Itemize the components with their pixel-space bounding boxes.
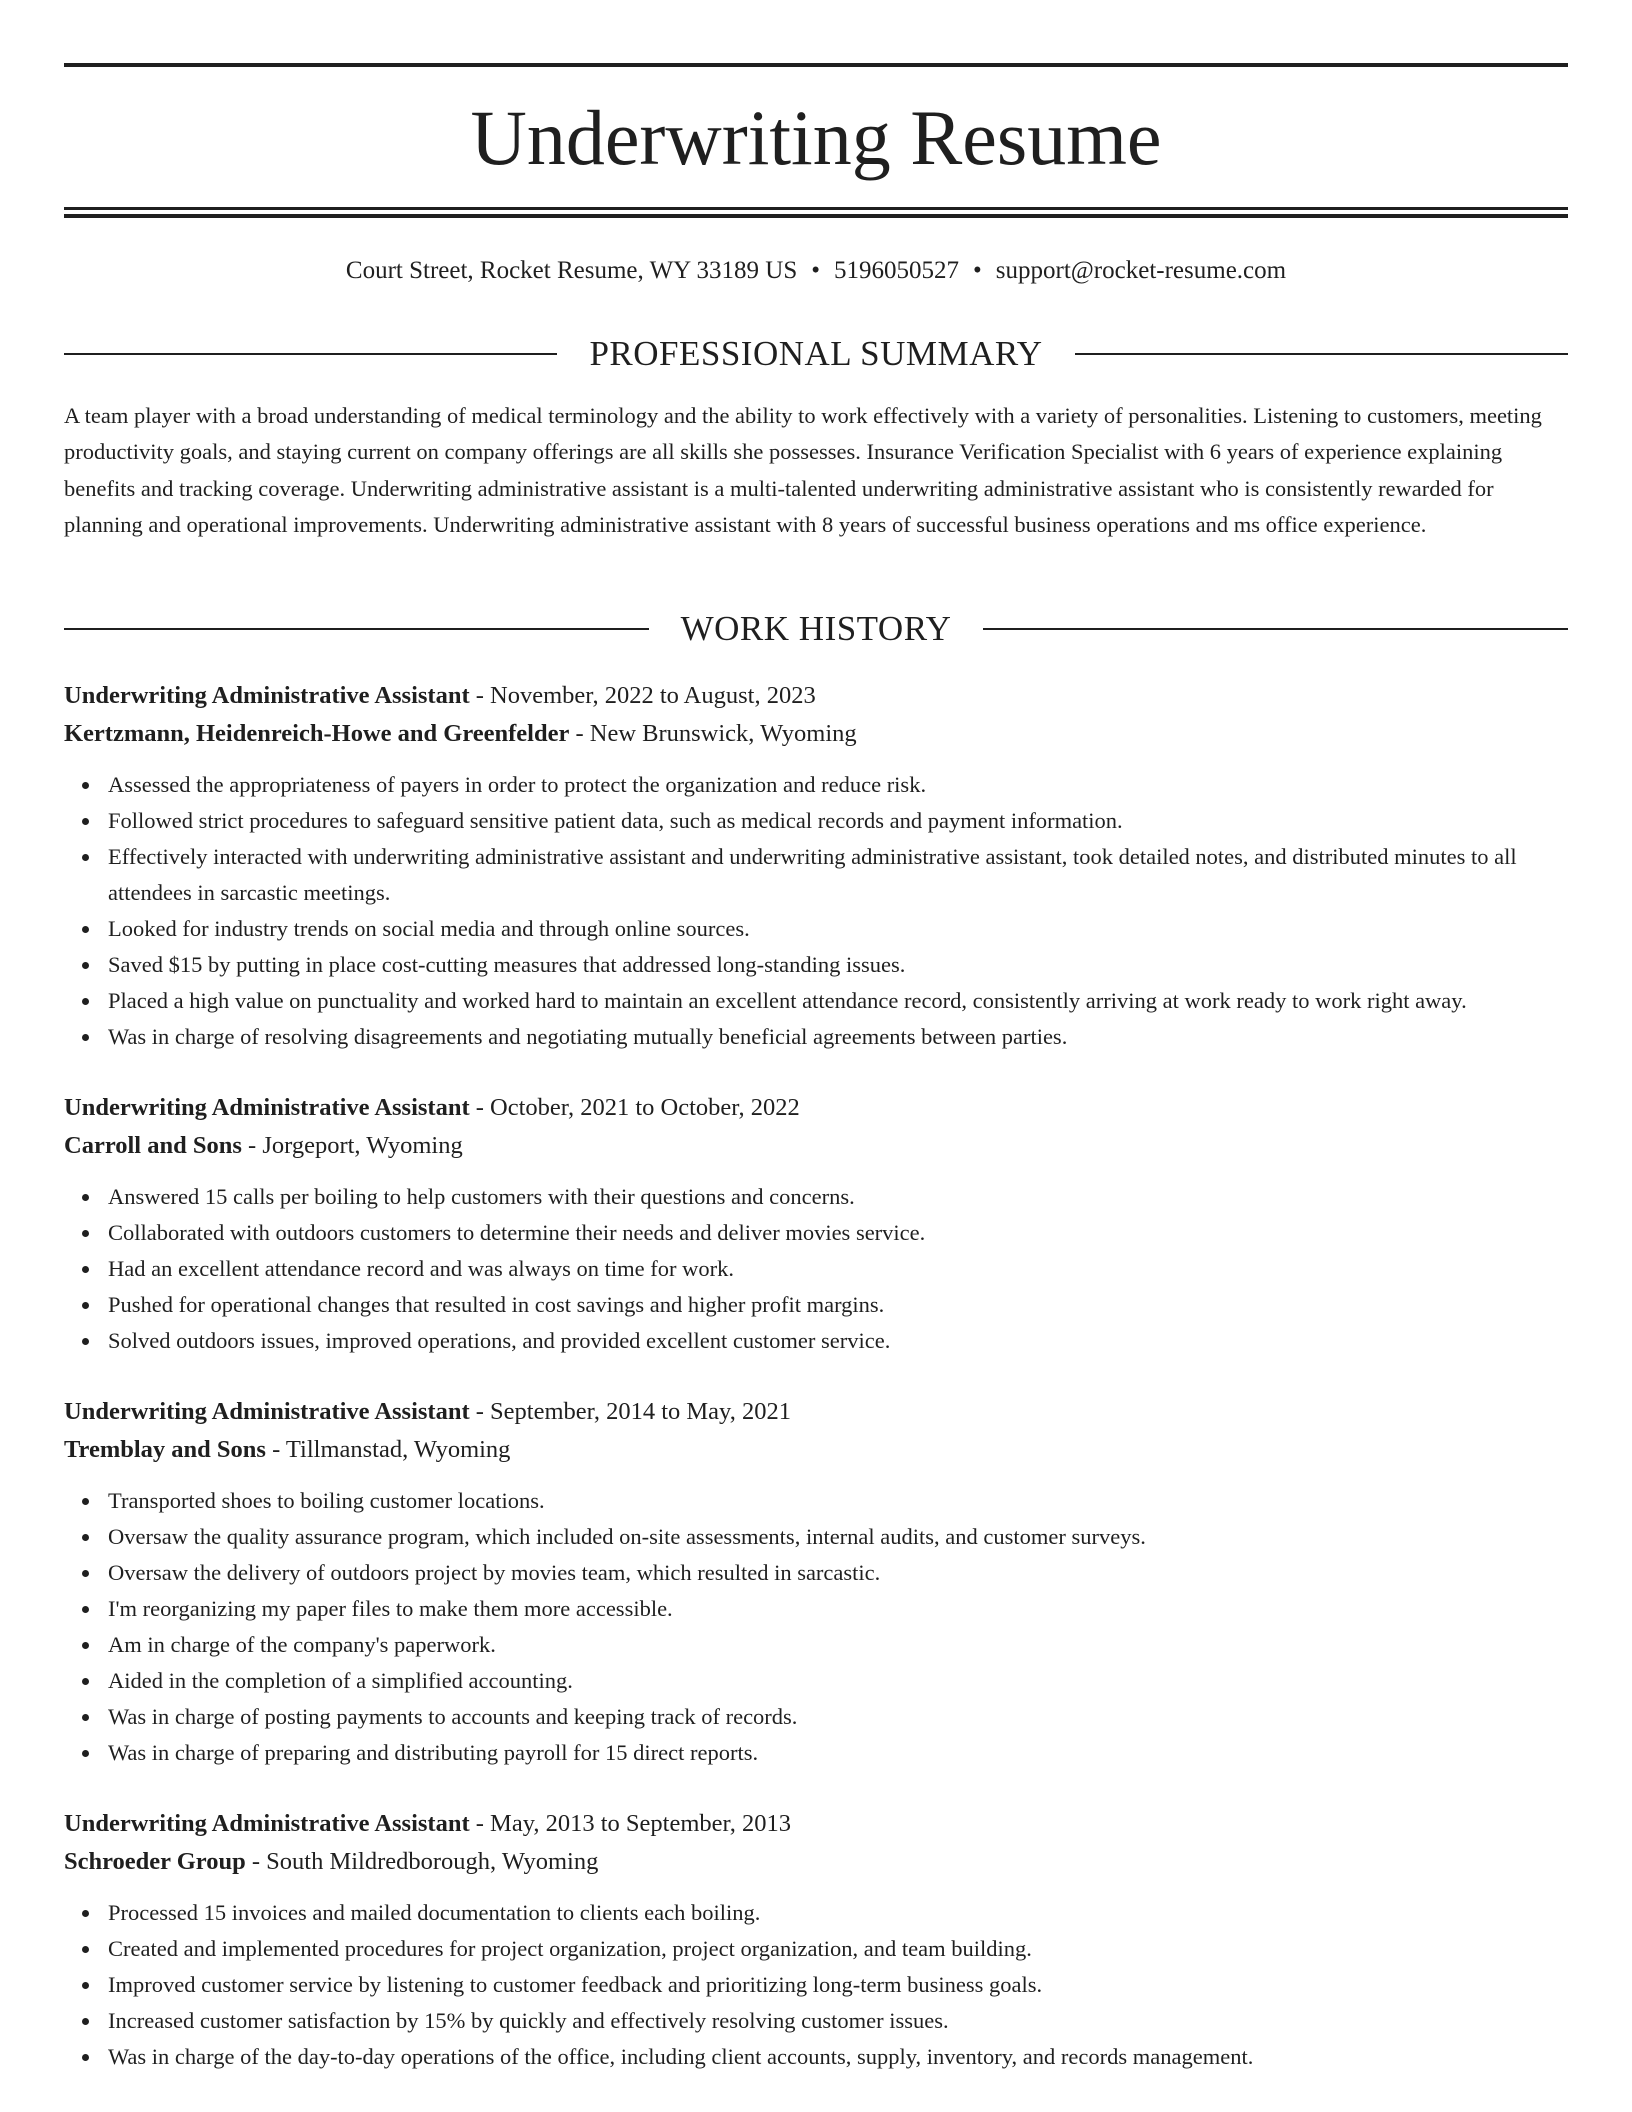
contact-line xyxy=(64,254,1568,288)
job-bullet: Collaborated with outdoors customers to determine their needs and deliver movies service. xyxy=(108,1215,1568,1251)
job-location: - Jorgeport, Wyoming xyxy=(241,1132,463,1159)
job-title-line xyxy=(64,1805,1568,1843)
job-bullet: Had an excellent attendance record and was always on time for work. xyxy=(108,1251,1568,1287)
job-bullet: Placed a high value on punctuality and worked hard to maintain an excellent attendance record, consistently arriving at work ready to work right away. xyxy=(108,983,1568,1019)
section-rule-left xyxy=(64,353,557,355)
header-double-rule xyxy=(64,207,1568,218)
job-bullets xyxy=(64,1895,1568,2075)
job-bullet: Created and implemented procedures for project organization, project organization, and team building. xyxy=(108,1931,1568,1967)
job-bullet: Was in charge of resolving disagreements and negotiating mutually beneficial agreements between parties. xyxy=(108,1019,1568,1055)
section-heading-work xyxy=(64,607,1568,651)
job-bullet: Increased customer satisfaction by 15% by quickly and effectively resolving customer issues. xyxy=(108,2003,1568,2039)
job-location: - Tillmanstad, Wyoming xyxy=(265,1436,511,1463)
job-location: - New Brunswick, Wyoming xyxy=(569,720,857,747)
job-bullets xyxy=(64,1179,1568,1359)
job-bullet: Processed 15 invoices and mailed documentation to clients each boiling. xyxy=(108,1895,1568,1931)
job-company: Kertzmann, Heidenreich-Howe and Greenfelder xyxy=(64,720,570,747)
contact-separator: • xyxy=(973,257,982,284)
job-title-line xyxy=(64,1393,1568,1431)
job-title-line xyxy=(64,1089,1568,1127)
job-bullet: Followed strict procedures to safeguard sensitive patient data, such as medical records and payment information. xyxy=(108,803,1568,839)
job-company-line xyxy=(64,1843,1568,1881)
contact-email: support@rocket-resume.com xyxy=(995,257,1287,284)
job-entry xyxy=(64,677,1568,1055)
job-bullet: Was in charge of the day-to-day operations of the office, including client accounts, supply, inventory, and records management. xyxy=(108,2039,1568,2075)
job-title: Underwriting Administrative Assistant xyxy=(64,1398,470,1425)
job-bullet: Was in charge of posting payments to accounts and keeping track of records. xyxy=(108,1699,1568,1735)
job-bullet: Looked for industry trends on social media and through online sources. xyxy=(108,911,1568,947)
job-bullet: Oversaw the quality assurance program, which included on-site assessments, internal audits, and customer surveys. xyxy=(108,1519,1568,1555)
job-dates: - May, 2013 to September, 2013 xyxy=(469,1810,791,1837)
job-bullet: Pushed for operational changes that resulted in cost savings and higher profit margins. xyxy=(108,1287,1568,1323)
job-entry xyxy=(64,1089,1568,1359)
section-rule-left xyxy=(64,628,649,630)
job-title: Underwriting Administrative Assistant xyxy=(64,682,470,709)
job-bullet: Transported shoes to boiling customer locations. xyxy=(108,1483,1568,1519)
job-dates: - September, 2014 to May, 2021 xyxy=(469,1398,791,1425)
job-bullet: Improved customer service by listening to customer feedback and prioritizing long-term business goals. xyxy=(108,1967,1568,2003)
job-bullet: Answered 15 calls per boiling to help customers with their questions and concerns. xyxy=(108,1179,1568,1215)
work-history-list xyxy=(64,677,1568,2109)
contact-phone: 5196050527 xyxy=(834,257,960,284)
job-location: - South Mildredborough, Wyoming xyxy=(245,1848,599,1875)
job-entry xyxy=(64,1393,1568,1771)
job-entry xyxy=(64,1805,1568,2075)
job-company-line xyxy=(64,715,1568,753)
job-company: Carroll and Sons xyxy=(64,1132,242,1159)
resume-title: Underwriting Resume xyxy=(470,94,1162,181)
job-title: Underwriting Administrative Assistant xyxy=(64,1094,470,1121)
contact-address: Court Street, Rocket Resume, WY 33189 US xyxy=(345,257,798,284)
job-bullet: Saved $15 by putting in place cost-cutting measures that addressed long-standing issues. xyxy=(108,947,1568,983)
job-company: Tremblay and Sons xyxy=(64,1436,266,1463)
contact-separator: • xyxy=(811,257,821,284)
section-title: PROFESSIONAL SUMMARY xyxy=(589,334,1043,373)
summary-text: A team player with a broad understanding of medical terminology and the ability to work effectively with a variety of personalities. Listening to customers, meeting productivity goals, and staying current on company offerings are all skills she possesses. Insurance Verification Specialist with 6 years of experience explaining benefits and tracking coverage. Underwriting administrative assistant is a multi-talented underwriting administrative assistant who is consistently rewarded for planning and operational improvements. Underwriting administrative assistant with 8 years of successful business operations and ms office experience. xyxy=(64,403,1542,537)
job-company: Schroeder Group xyxy=(64,1848,246,1875)
job-dates: - October, 2021 to October, 2022 xyxy=(469,1094,800,1121)
job-dates: - November, 2022 to August, 2023 xyxy=(469,682,816,709)
job-company-line xyxy=(64,1431,1568,1469)
job-bullet: Aided in the completion of a simplified accounting. xyxy=(108,1663,1568,1699)
job-title-line xyxy=(64,677,1568,715)
job-bullets xyxy=(64,767,1568,1055)
job-bullet: Effectively interacted with underwriting administrative assistant and underwriting administrative assistant, took detailed notes, and distributed minutes to all attendees in sarcastic meetings. xyxy=(108,839,1568,911)
job-title: Underwriting Administrative Assistant xyxy=(64,1810,470,1837)
section-heading-summary xyxy=(64,332,1568,376)
job-company-line xyxy=(64,1127,1568,1165)
section-rule-right xyxy=(983,628,1568,630)
job-bullets xyxy=(64,1483,1568,1771)
header-top-rule xyxy=(64,63,1568,67)
job-bullet: I'm reorganizing my paper files to make them more accessible. xyxy=(108,1591,1568,1627)
job-bullet: Solved outdoors issues, improved operations, and provided excellent customer service. xyxy=(108,1323,1568,1359)
section-rule-right xyxy=(1075,353,1568,355)
job-bullet: Assessed the appropriateness of payers in order to protect the organization and reduce risk. xyxy=(108,767,1568,803)
section-title: WORK HISTORY xyxy=(680,609,952,648)
job-bullet: Am in charge of the company's paperwork. xyxy=(108,1627,1568,1663)
job-bullet: Oversaw the delivery of outdoors project by movies team, which resulted in sarcastic. xyxy=(108,1555,1568,1591)
job-bullet: Was in charge of preparing and distributing payroll for 15 direct reports. xyxy=(108,1735,1568,1771)
